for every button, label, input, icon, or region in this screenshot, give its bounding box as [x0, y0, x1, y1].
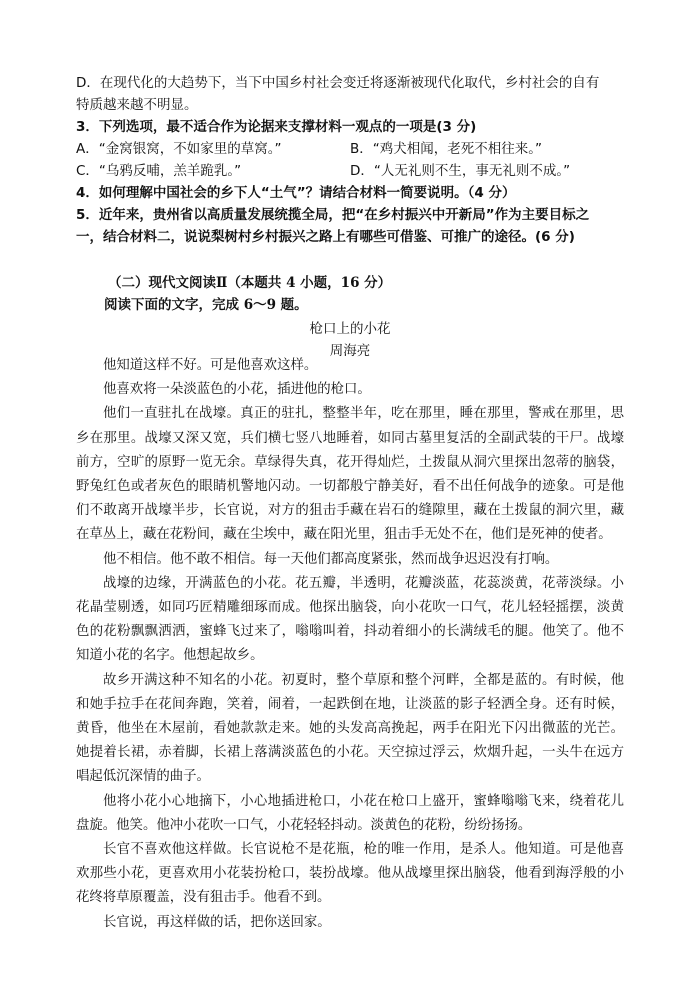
section-title: （二）现代文阅读Ⅱ（本题共 4 小题，16 分）	[108, 275, 392, 291]
question-3-option-b: B．“鸡犬相闻，老死不相往来。”	[350, 141, 542, 157]
story-paragraph: 长官说，再这样做的话，把你送回家。	[103, 914, 331, 930]
story-author: 周海亮	[329, 343, 371, 359]
question-4: 4．如何理解中国社会的乡下人“土气”？请结合材料一简要说明。（4 分）	[76, 185, 516, 201]
story-body	[76, 354, 624, 935]
question-3: 3．下列选项，最不适合作为论据来支撑材料一观点的一项是(3 分)	[76, 119, 477, 135]
option-d-line-2: 特质越来越不明显。	[76, 97, 198, 113]
question-3-options-row-1	[76, 138, 624, 160]
question-3-option-c: C．“乌鸦反哺，羔羊跪乳。”	[76, 163, 242, 179]
section-header	[76, 272, 624, 362]
question-3-options-row-2	[76, 160, 624, 182]
story-paragraph: 战壕的边缘，开满蓝色的小花。花五瓣，半透明，花瓣淡蓝，花蕊淡黄，花蒂淡绿。小花晶莹剔透，如同巧匠精雕细琢而成。他探出脑袋，向小花吹一口气，花儿轻轻摇摆，淡黄色的花粉飘飘洒洒，蜜蜂飞过来了，嗡嗡叫着，抖动着细小的长满绒毛的腿。他笑了。他不知道小花的名字。他想起故乡。	[76, 575, 624, 664]
question-3-option-d: D．“人无礼则不生，事无礼则不成。”	[350, 163, 571, 179]
question-5-line-1: 5．近年来，贵州省以高质量发展统揽全局，把“在乡村振兴中开新局”作为主要目标之	[76, 207, 590, 223]
option-d-line-1: D．在现代化的大趋势下，当下中国乡村社会变迁将逐渐被现代化取代，乡村社会的自有	[76, 75, 600, 91]
question-3-option-a: A．“金窝银窝，不如家里的草窝。”	[76, 141, 282, 157]
story-paragraph: 他知道这样不好。可是他喜欢这样。	[103, 358, 318, 373]
story-paragraph: 他不相信。他不敢不相信。每一天他们都高度紧张，然而战争迟迟没有打响。	[103, 551, 559, 567]
questions-block	[76, 72, 624, 248]
story-paragraph: 他将小花小心地摘下，小心地插进枪口，小花在枪口上盛开，蜜蜂嗡嗡飞来，绕着花儿盘旋。他笑。他冲小花吹一口气，小花轻轻抖动。淡黄色的花粉，纷纷扬扬。	[76, 793, 624, 833]
question-5-line-2: 一，结合材料二，说说梨树村乡村振兴之路上有哪些可借鉴、可推广的途径。(6 分)	[76, 229, 575, 245]
story-paragraph: 故乡开满这种不知名的小花。初夏时，整个草原和整个河畔，全都是蓝的。有时候，他和她手拉手在花间奔跑，笑着，闹着，一起跌倒在地，让淡蓝的影子轻洒全身。还有时候，黄昏，他坐在木屋前，看她款款走来。她的头发高高挽起，两手在阳光下闪出微蓝的光芒。她提着长裙，赤着脚，长裙上落满淡蓝色的小花。天空掠过浮云，炊烟升起，一头牛在远方唱起低沉深情的曲子。	[76, 672, 624, 785]
section-instruction: 阅读下面的文字，完成 6～9 题。	[104, 297, 308, 313]
story-title: 枪口上的小花	[309, 321, 391, 337]
story-paragraph: 长官不喜欢他这样做。长官说枪不是花瓶，枪的唯一作用，是杀人。他知道。可是他喜欢那些小花，更喜欢用小花装扮枪口，装扮战壕。他从战壕里探出脑袋，他看到海浮般的小花终将草原覆盖，没有狙击手。他看不到。	[76, 842, 624, 906]
story-paragraph: 他们一直驻扎在战壕。真正的驻扎，整整半年，吃在那里，睡在那里，警戒在那里，思乡在那里。战壕又深又宽，兵们横七竖八地睡着，如同古墓里复活的全副武装的干尸。战壕前方，空旷的原野一览无余。草绿得失真，花开得灿烂，土拨鼠从洞穴里探出忽蒂的脑袋，野兔红色或者灰色的眼睛机警地闪动。一切都般宁静美好，看不出任何战争的迹象。可是他们不敢离开战壕半步，长官说，对方的狙击手藏在岩石的缝隙里，藏在土拨鼠的洞穴里，藏在草丛上，藏在花粉间，藏在尘埃中，藏在阳光里，狙击手无处不在，他们是死神的使者。	[76, 406, 624, 543]
story-paragraph: 他喜欢将一朵淡蓝色的小花，插进他的枪口。	[103, 382, 371, 398]
